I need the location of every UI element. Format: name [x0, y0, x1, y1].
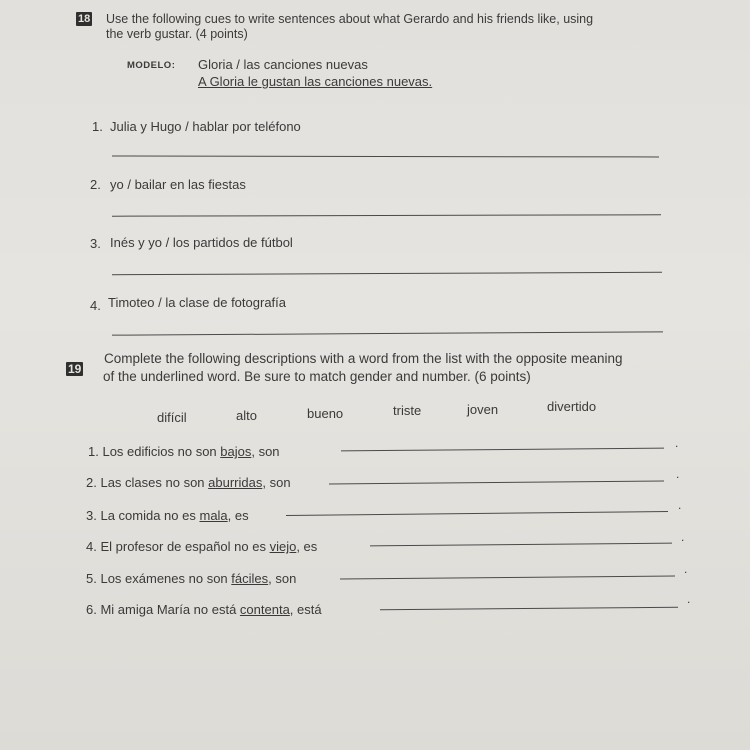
section-18-instructions-line1: Use the following cues to write sentences about what Gerardo and his friends like, using — [106, 12, 594, 26]
s19-item-before: Los exámenes no son — [100, 571, 232, 586]
s19-item-underlined: bajos — [220, 444, 252, 459]
s19-item-number: 3. — [86, 508, 97, 523]
s19-item-3-period: . — [678, 498, 682, 512]
s18-item-2-number: 2. — [90, 177, 101, 192]
s18-item-2-answer-line[interactable] — [112, 214, 661, 216]
word-bank-word: divertido — [547, 399, 597, 414]
s19-item-before: Las clases no son — [100, 475, 209, 490]
section-18-number: 18 — [78, 13, 91, 25]
s18-item-4-number: 4. — [90, 298, 101, 313]
s19-item-6-period: . — [687, 592, 691, 606]
section-19-instructions-line1: Complete the following descriptions with a word from the list with the opposite meaning — [104, 351, 623, 366]
s19-item-number: 2. — [86, 475, 97, 490]
s19-item-4 — [86, 539, 317, 554]
s19-item-4-answer-line[interactable] — [370, 543, 672, 547]
section-19-instructions-line2: of the underlined word. Be sure to match gender and number. (6 points) — [103, 369, 531, 384]
s19-item-after: , son — [268, 571, 297, 586]
word-bank-word: difícil — [157, 410, 187, 425]
s19-item-6-answer-line[interactable] — [380, 607, 678, 611]
s18-item-3-cue: Inés y yo / los partidos de fútbol — [110, 235, 293, 250]
s19-item-underlined: viejo — [269, 539, 297, 554]
s19-item-before: Los edificios no son — [102, 444, 221, 459]
s19-item-underlined: fáciles — [231, 571, 269, 586]
s19-item-5-period: . — [684, 562, 688, 576]
s18-item-1-answer-line[interactable] — [112, 156, 659, 158]
s19-item-underlined: aburridas — [208, 475, 263, 490]
s19-item-1-answer-line[interactable] — [341, 448, 664, 452]
section-19-number: 19 — [68, 362, 82, 376]
word-bank-word: joven — [467, 402, 499, 417]
s19-item-number: 5. — [86, 571, 97, 586]
section-18-instructions-line2: the verb gustar. (4 points) — [106, 27, 248, 41]
s19-item-before: Mi amiga María no está — [100, 602, 240, 617]
s19-item-3 — [86, 508, 249, 523]
s19-item-underlined: contenta — [239, 602, 290, 617]
s19-item-2 — [86, 475, 291, 490]
s18-item-4-answer-line[interactable] — [112, 331, 663, 335]
s19-item-1-period: . — [675, 436, 679, 450]
s18-item-1-cue: Julia y Hugo / hablar por teléfono — [110, 119, 301, 134]
s19-item-after: , está — [289, 602, 322, 617]
s19-item-after: , son — [251, 444, 280, 459]
word-bank-word: alto — [236, 408, 257, 423]
s19-item-after: , son — [262, 475, 291, 490]
s19-item-underlined: mala — [199, 508, 228, 523]
s19-item-after: , es — [227, 508, 249, 523]
s19-item-number: 6. — [86, 602, 97, 617]
s19-item-2-answer-line[interactable] — [329, 481, 664, 485]
s19-item-3-answer-line[interactable] — [286, 511, 668, 516]
s18-item-3-number: 3. — [90, 236, 101, 251]
s19-item-6 — [86, 602, 322, 617]
s18-item-2-cue: yo / bailar en las fiestas — [110, 177, 246, 192]
modelo-label: MODELO: — [127, 60, 176, 71]
word-bank-word: triste — [393, 403, 422, 418]
s19-item-5 — [86, 571, 296, 586]
word-bank-word: bueno — [307, 406, 344, 421]
modelo-answer: A Gloria le gustan las canciones nuevas. — [198, 74, 433, 89]
s19-item-number: 4. — [86, 539, 97, 554]
s19-item-4-period: . — [681, 530, 685, 544]
s19-item-2-period: . — [676, 467, 680, 481]
s19-item-after: , es — [296, 539, 318, 554]
s19-item-number: 1. — [88, 444, 99, 459]
s18-item-1-number: 1. — [92, 119, 103, 134]
s18-item-4-cue: Timoteo / la clase de fotografía — [108, 295, 287, 310]
s19-item-5-answer-line[interactable] — [340, 576, 675, 580]
s19-item-1 — [88, 444, 280, 459]
s18-item-3-answer-line[interactable] — [112, 272, 662, 275]
s19-item-before: La comida no es — [100, 508, 200, 523]
s19-item-before: El profesor de español no es — [100, 539, 270, 554]
modelo-cue: Gloria / las canciones nuevas — [198, 57, 368, 72]
